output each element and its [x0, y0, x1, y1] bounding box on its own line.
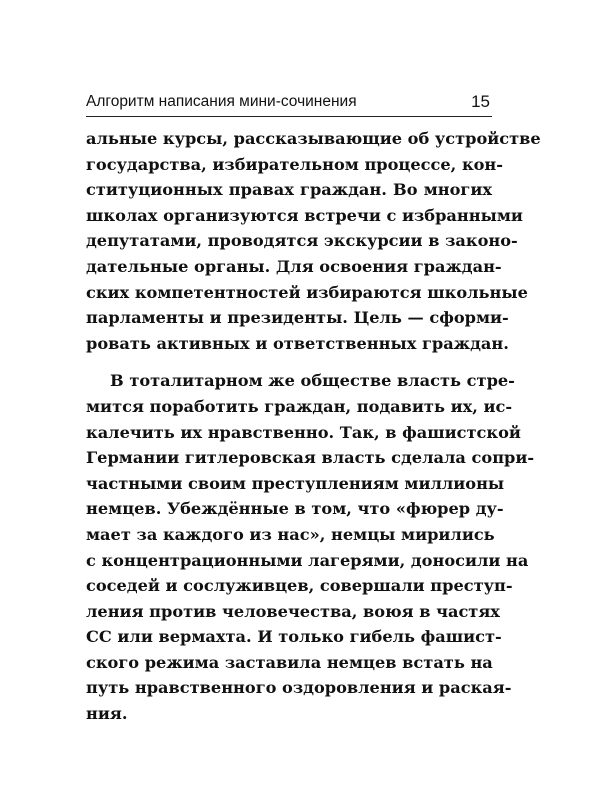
paragraph-1 [86, 126, 541, 356]
paragraph-2 [86, 368, 535, 726]
text-line: калечить их нравственно. Так, в фашистской [86, 422, 521, 442]
text-line: школах организуются встречи с избранными [86, 205, 523, 225]
text-line: ского режима заставила немцев встать на [86, 652, 493, 672]
running-header [86, 92, 492, 117]
text-line: путь нравственного оздоровления и раская- [86, 678, 512, 698]
text-line: Германии гитлеровская власть сделала сопри- [86, 448, 535, 468]
text-line: с концентрационными лагерями, доносили на [86, 550, 529, 570]
text-line: ституционных правах граждан. Во многих [86, 180, 492, 200]
text-line: ских компетентностей избираются школьные [86, 282, 528, 302]
text-line: мает за каждого из нас», немцы мирились [86, 524, 495, 544]
text-line: депутатами, проводятся экскурсии в законо- [86, 231, 518, 251]
text-line: государства, избирательном процессе, кон- [86, 154, 504, 174]
paragraph-gap [86, 356, 492, 368]
text-line: частными своим преступлениям миллионы [86, 473, 505, 493]
text-line: парламенты и президенты. Цель — сформи- [86, 308, 509, 328]
body-text [86, 126, 541, 727]
text-line: альные курсы, рассказывающие об устройстве [86, 129, 541, 148]
text-line: мится поработить граждан, подавить их, ис- [86, 396, 513, 416]
text-line: соседей и сослуживцев, совершали преступ- [86, 576, 513, 596]
text-line: СС или вермахта. И только гибель фашист- [86, 627, 502, 647]
text-line: ровать активных и ответственных граждан. [86, 333, 509, 353]
text-line: ления против человечества, воюя в частях [86, 601, 500, 621]
text-line: дательные органы. Для освоения граждан- [86, 256, 502, 276]
text-line: В тоталитарном же обществе власть стре- [110, 371, 515, 391]
text-line: ния. [86, 704, 128, 724]
text-line: немцев. Убеждённые в том, что «фюрер ду- [86, 499, 504, 519]
page-number: 15 [471, 92, 490, 111]
chapter-title: Алгоритм написания мини-сочинения [86, 93, 357, 110]
